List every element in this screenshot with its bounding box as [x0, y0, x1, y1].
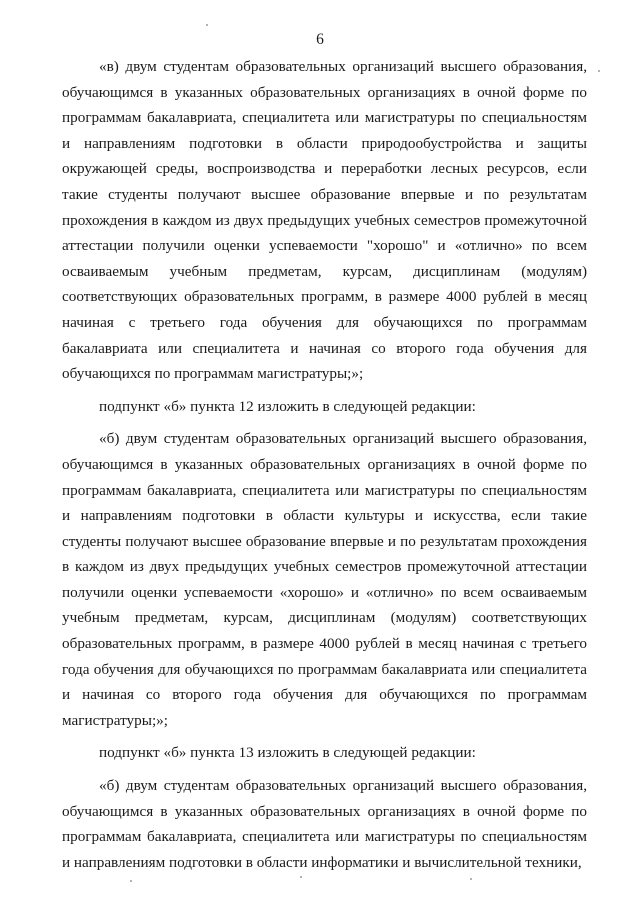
paragraph-scholarship-informatics: «б) двум студентам образовательных организаций высшего образования, обучающимся в указанных образовательных организациях в очной форме по программам бакалавриата, специалитета или магистратуры по специальностям и направлениям подготовки в области информатики и вычислительной техники, [62, 777, 587, 871]
document-body [62, 54, 587, 875]
scan-speck [470, 878, 472, 880]
scan-speck [130, 880, 132, 882]
page-number: 6 [316, 31, 324, 48]
paragraph-amend-item-13: подпункт «б» пункта 13 изложить в следующей редакции: [99, 744, 476, 762]
scan-speck [598, 70, 600, 72]
scan-speck [206, 24, 208, 26]
paragraph-amend-item-12: подпункт «б» пункта 12 изложить в следующей редакции: [99, 397, 476, 415]
paragraph-scholarship-environment: «в) двум студентам образовательных организаций высшего образования, обучающимся в указанных образовательных организациях в очной форме по программам бакалавриата, специалитета или магистратуры по специальностям и направлениям подготовки в области природообустройства и защиты окружающей среды, воспроизводства и переработки лесных ресурсов, если такие студенты получают высшее образование впервые и по результатам прохождения в каждом из двух предыдущих учебных семестров промежуточной аттестации получили оценки успеваемости "хорошо" и «отлично» по всем осваиваемым учебным предметам, курсам, дисциплинам (модулям) соответствующих образовательных программ, в размере 4000 рублей в месяц начиная с третьего года обучения для обучающихся по программам бакалавриата или специалитета и начиная со второго года обучения для обучающихся по программам магистратуры;»; [62, 58, 587, 383]
paragraph-scholarship-culture: «б) двум студентам образовательных организаций высшего образования, обучающимся в указанных образовательных организациях в очной форме по программам бакалавриата, специалитета или магистратуры по специальностям и направлениям подготовки в области культуры и искусства, если такие студенты получают высшее образование впервые и по результатам прохождения в каждом из двух предыдущих учебных семестров промежуточной аттестации получили оценки успеваемости «хорошо» и «отлично» по всем осваиваемым учебным предметам, курсам, дисциплинам (модулям) соответствующих образовательных программ, в размере 4000 рублей в месяц начиная с третьего года обучения для обучающихся по программам бакалавриата или специалитета и начиная со второго года обучения для обучающихся по программам магистратуры;»; [62, 430, 587, 729]
scan-speck [300, 876, 302, 878]
